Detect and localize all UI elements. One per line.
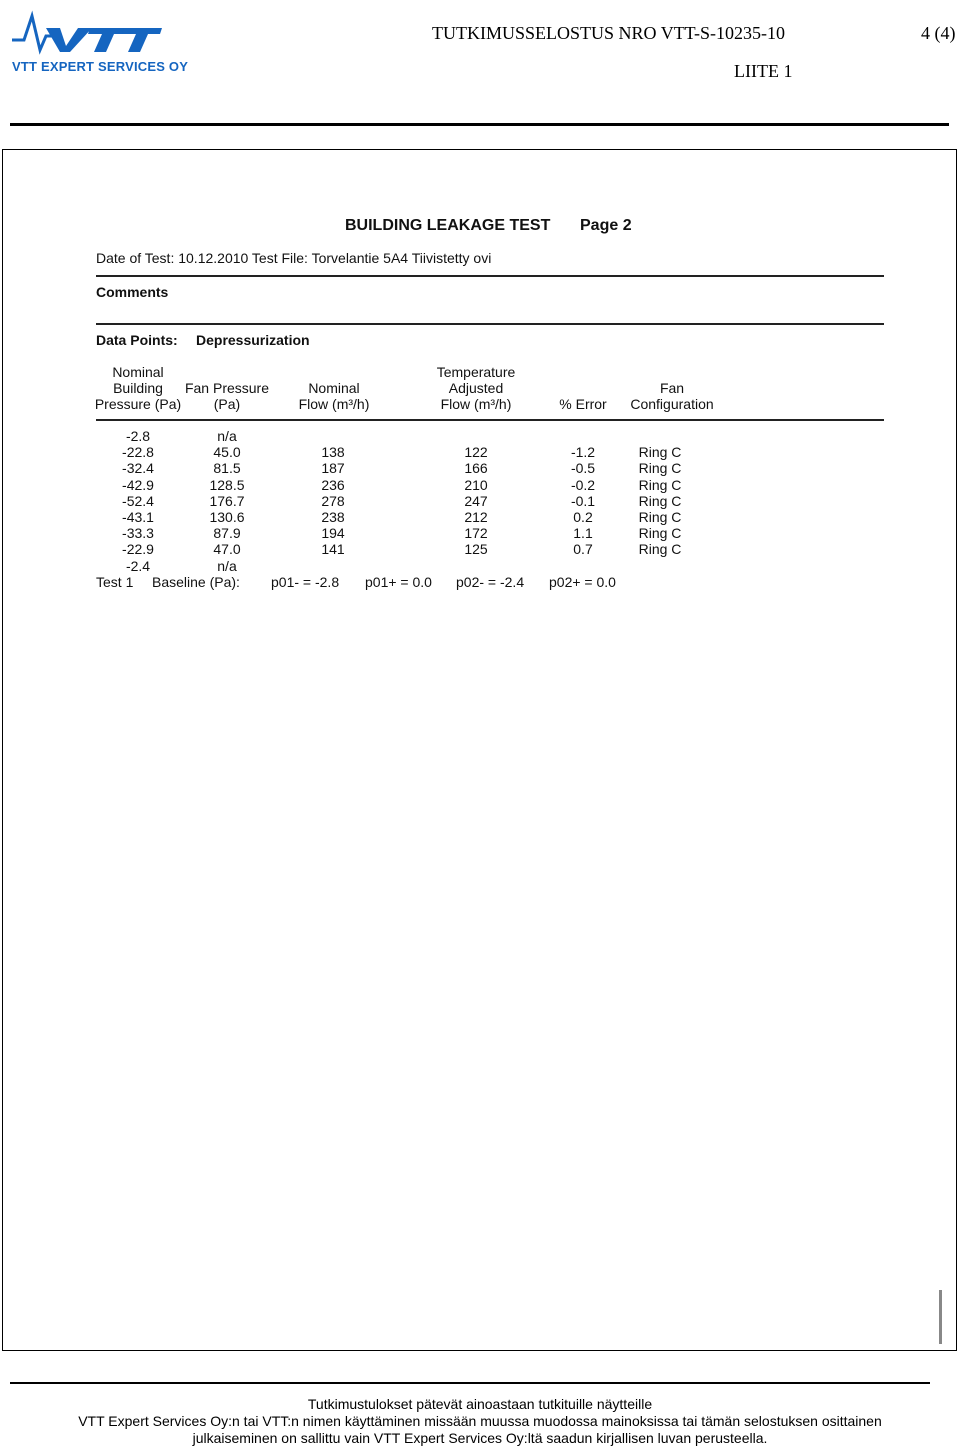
report-title: TUTKIMUSSELOSTUS NRO VTT-S-10235-10 [432, 23, 786, 43]
table-cell: 45.0 [213, 444, 241, 461]
table-cell: Ring C [638, 444, 682, 461]
header-line: Fan Pressure [184, 380, 270, 396]
header-line: Flow (m³/h) [440, 396, 512, 412]
scanned-sheet [2, 149, 957, 1351]
table-cell: -52.4 [122, 492, 154, 509]
table-cell: Ring C [638, 476, 682, 493]
logo-text: VTT EXPERT SERVICES OY [12, 59, 189, 74]
baseline-p02-minus: p02- = -2.4 [456, 574, 525, 590]
table-cell: 141 [321, 541, 345, 558]
table-cell: Ring C [638, 509, 682, 525]
table-cell: 0.7 [573, 541, 593, 558]
logo-letter-t1 [88, 28, 128, 52]
logo-letter-t2 [122, 28, 162, 52]
column-header-nominal-flow [282, 380, 386, 412]
table-cell: -42.9 [122, 476, 154, 493]
header-line: Configuration [630, 396, 714, 412]
table-cell: -0.5 [570, 460, 596, 477]
table-cell: 122 [464, 444, 488, 461]
table-cell: 81.5 [213, 460, 241, 477]
table-cell: n/a [217, 428, 237, 444]
table-cell: 47.0 [213, 541, 241, 558]
table-cell: -0.1 [570, 492, 596, 509]
table-cell: 166 [464, 460, 488, 477]
table-cell: 194 [321, 525, 345, 542]
table-cell: -32.4 [122, 460, 154, 477]
header-line: Nominal [308, 380, 360, 396]
test-page-label: Page 2 [580, 217, 632, 234]
table-cell: n/a [217, 557, 237, 574]
table-cell: Ring C [638, 460, 682, 477]
column-header-fan-pressure [172, 380, 282, 412]
table-cell: -0.2 [570, 476, 596, 493]
table-cell: -2.4 [125, 557, 151, 574]
scan-rule [96, 419, 884, 421]
footer-divider [10, 1382, 930, 1384]
table-cell: 138 [321, 444, 345, 461]
baseline-p01-plus: p01+ = 0.0 [365, 574, 432, 590]
footer-line-3: julkaiseminen on sallittu vain VTT Expert Services Oy:ltä saadun kirjallisen luvan perusteella. [192, 1430, 768, 1446]
data-points-mode: Depressurization [196, 332, 310, 348]
header-line: Nominal [112, 364, 164, 380]
table-cell: 236 [321, 476, 345, 493]
header-line: (Pa) [213, 396, 241, 412]
header-divider [10, 123, 949, 126]
page-number: 4 (4) [921, 23, 956, 43]
baseline-p02-plus: p02+ = 0.0 [549, 574, 616, 590]
header-line: Building [113, 380, 163, 396]
scan-rule [96, 275, 884, 277]
footer-line-2: VTT Expert Services Oy:n tai VTT:n nimen käyttäminen missään muussa muodossa mainoksissa tai tämän selostuksen osittainen [78, 1413, 882, 1429]
test-date-and-file: Date of Test: 10.12.2010 Test File: Torvelantie 5A4 Tiivistetty ovi [96, 250, 492, 266]
baseline-p01-minus: p01- = -2.8 [271, 574, 340, 590]
header-line: Flow (m³/h) [298, 396, 370, 412]
table-cell: 247 [464, 492, 488, 509]
baseline-test-id: Test 1 [96, 574, 134, 590]
table-cell: 128.5 [209, 476, 245, 493]
column-header-adjusted-flow [424, 364, 528, 412]
baseline-label: Baseline (Pa): [152, 574, 240, 590]
table-cell: 172 [464, 525, 488, 542]
table-cell: -22.8 [122, 444, 154, 461]
footer-line-1: Tutkimustulokset pätevät ainoastaan tutkituille näytteille [307, 1396, 653, 1412]
scan-artifact [939, 1290, 942, 1344]
table-cell: 0.2 [573, 509, 593, 525]
table-cell: Ring C [638, 541, 682, 558]
table-cell: 212 [464, 509, 488, 525]
test-title: BUILDING LEAKAGE TEST [345, 217, 551, 234]
scan-rule [96, 323, 884, 325]
table-cell: -2.8 [125, 428, 151, 444]
table-cell: 187 [321, 460, 345, 477]
header-line: Adjusted [448, 380, 504, 396]
header-line: Pressure (Pa) [94, 396, 182, 412]
column-header-fan-config [620, 380, 724, 412]
table-cell: 238 [321, 509, 345, 525]
appendix-label: LIITE 1 [734, 61, 793, 81]
table-cell: 130.6 [209, 509, 245, 525]
table-cell: 278 [321, 492, 345, 509]
table-cell: 87.9 [213, 525, 241, 542]
table-cell: Ring C [638, 492, 682, 509]
header-line: Fan [659, 380, 685, 396]
table-cell: -33.3 [122, 525, 154, 542]
table-cell: Ring C [638, 525, 682, 542]
table-cell: -1.2 [570, 444, 596, 461]
table-cell: 125 [464, 541, 488, 558]
table-cell: -43.1 [122, 509, 154, 525]
table-cell: -22.9 [122, 541, 154, 558]
header-line: Temperature [436, 364, 516, 380]
logo-letter-v [46, 28, 92, 52]
column-header-error [548, 396, 618, 412]
table-cell: 210 [464, 476, 488, 493]
data-points-label: Data Points: [96, 332, 178, 348]
table-cell: 1.1 [573, 525, 593, 542]
comments-label: Comments [96, 284, 169, 300]
table-cell: 176.7 [209, 492, 245, 509]
header-line: % Error [559, 396, 607, 412]
